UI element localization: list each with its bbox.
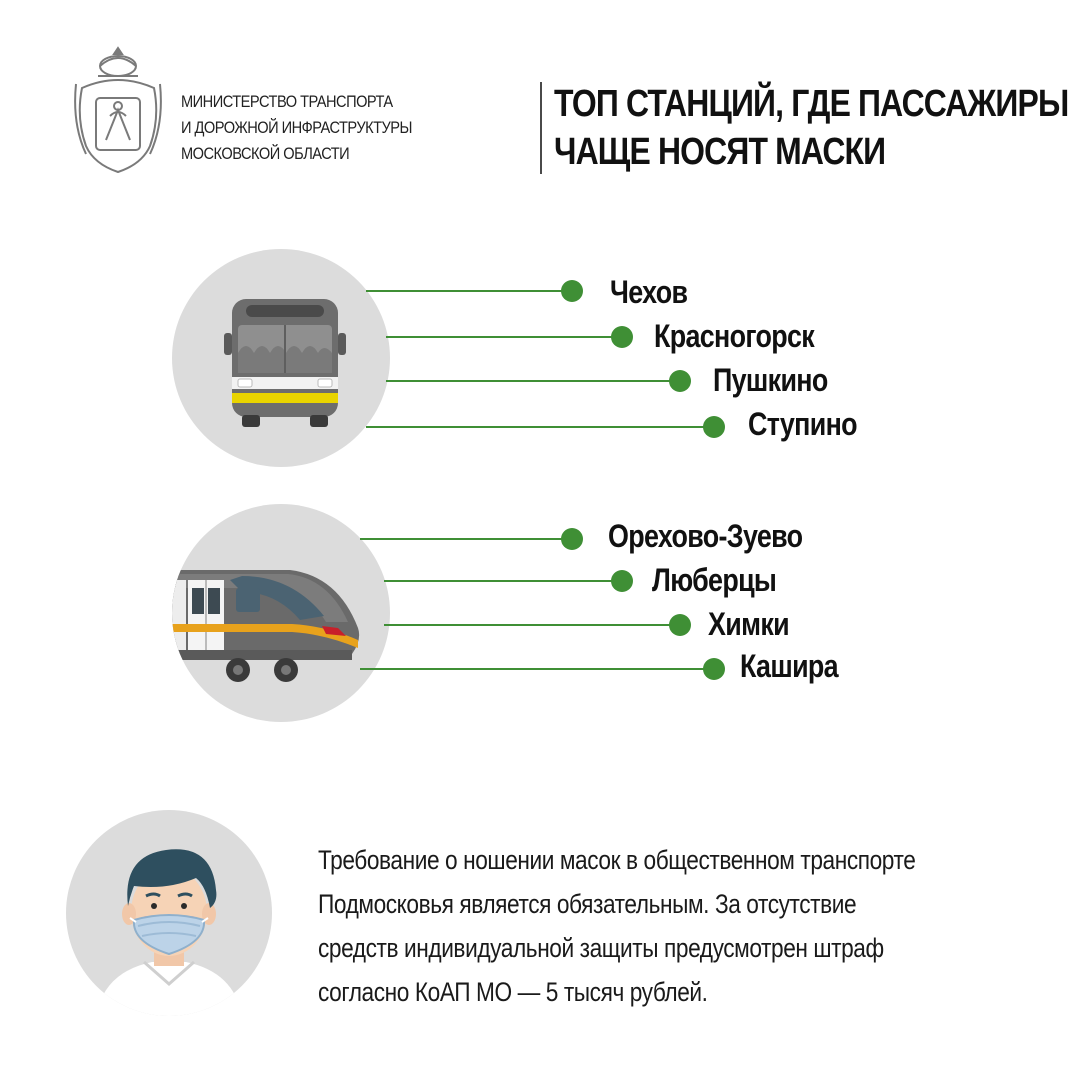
- title-line: ТОП СТАНЦИЙ, ГДЕ ПАССАЖИРЫ: [554, 83, 1069, 125]
- connector-line: [386, 336, 622, 338]
- connector-line: [386, 380, 680, 382]
- station-dot: [561, 280, 583, 302]
- connector-line: [366, 426, 714, 428]
- connector-line: [384, 580, 622, 582]
- station-label: Орехово-Зуево: [608, 518, 803, 554]
- masked-person-circle: [66, 810, 272, 1016]
- connector-line: [360, 538, 572, 540]
- station-dot: [611, 326, 633, 348]
- station-label: Кашира: [740, 648, 838, 684]
- station-label: Химки: [708, 606, 789, 642]
- station-dot: [669, 370, 691, 392]
- station-label: Ступино: [748, 406, 857, 442]
- notice-line: Подмосковья является обязательным. За отсутствие: [318, 889, 857, 919]
- title-line: ЧАЩЕ НОСЯТ МАСКИ: [554, 131, 886, 173]
- station-dot: [703, 658, 725, 680]
- station-label: Люберцы: [652, 562, 777, 598]
- connector-line: [384, 624, 680, 626]
- page-title: [554, 80, 1068, 176]
- connector-line: [360, 668, 714, 670]
- station-dot: [611, 570, 633, 592]
- title-divider: [540, 82, 542, 174]
- fine-notice: [318, 838, 915, 1014]
- ministry-line: МИНИСТЕРСТВО ТРАНСПОРТА: [181, 92, 393, 111]
- station-dot: [561, 528, 583, 550]
- station-dot: [703, 416, 725, 438]
- masked-person-icon: [66, 810, 272, 1016]
- bus-circle: [172, 249, 390, 467]
- coat-of-arms-icon: [72, 44, 164, 176]
- connector-line: [366, 290, 572, 292]
- notice-line: средств индивидуальной защиты предусмотрен штраф: [318, 933, 884, 963]
- train-circle: [172, 504, 390, 722]
- ministry-line: И ДОРОЖНОЙ ИНФРАСТРУКТУРЫ: [181, 118, 412, 137]
- station-label: Красногорск: [654, 318, 815, 354]
- ministry-line: МОСКОВСКОЙ ОБЛАСТИ: [181, 144, 350, 163]
- station-label: Пушкино: [713, 362, 828, 398]
- bus-icon: [172, 249, 390, 467]
- notice-line: Требование о ношении масок в общественном транспорте: [318, 845, 916, 875]
- ministry-name: [181, 89, 412, 167]
- station-dot: [669, 614, 691, 636]
- notice-line: согласно КоАП МО — 5 тысяч рублей.: [318, 977, 708, 1007]
- train-icon: [172, 504, 390, 722]
- station-label: Чехов: [610, 274, 688, 310]
